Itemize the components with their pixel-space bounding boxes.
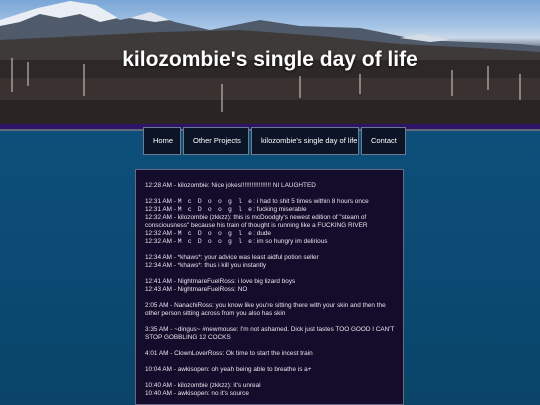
chat-line: 12:32 AM - kilozombie (zkkzz): this is mcDoodgly's newest edition of "steam of consciousness" because his train of thought is running like a FUCKING RIVER	[145, 214, 368, 229]
chat-line: 12:41 AM - NightmareFuelRoss: i love big lizard boys	[145, 278, 296, 285]
chat-line: 10:40 AM - awkisopen: no it's source	[145, 390, 249, 397]
chat-log	[135, 169, 404, 405]
nav-contact[interactable]: Contact	[361, 127, 406, 155]
nav-other-projects[interactable]: Other Projects	[183, 127, 249, 155]
chat-line: 3:35 AM - ~dingus~ #newmouse: I'm not ashamed. Dick just tastes TOO GOOD I CAN'T STOP GOBBLING 12 COCKS	[145, 326, 397, 341]
chat-line: 12:28 AM - kilozombie: Nice jokes!!!!!!!!!!!!!!!!! NI LAUGHTED	[145, 182, 316, 189]
site-title: kilozombie's single day of life	[122, 48, 418, 71]
chat-line: 2:05 AM - NanachiRoss: you know like you're sitting there with your skin and then the other person sitting across from you also has skin	[145, 302, 388, 317]
username-mcdoogle: M c D o o g l e	[177, 206, 254, 213]
chat-line: 12:31 AM - M c D o o g l e: fucking miserable	[145, 206, 307, 213]
username-mcdoogle: M c D o o g l e	[177, 198, 254, 205]
chat-line: 12:31 AM - M c D o o g l e: i had to shit 5 times within 8 hours once	[145, 198, 369, 205]
chat-line: 12:32 AM - M c D o o g l e: im so hungry im delirious	[145, 238, 328, 245]
chat-line: 12:43 AM - NightmareFuelRoss: NO	[145, 286, 248, 293]
chat-line: 12:32 AM - M c D o o g l e: dude	[145, 230, 271, 237]
header-banner	[0, 0, 540, 126]
nav-home[interactable]: Home	[143, 127, 181, 155]
chat-line: 12:34 AM - *khaws*: your advice was least aidful potion seller	[145, 254, 319, 261]
username-mcdoogle: M c D o o g l e	[177, 238, 254, 245]
nav-single-day[interactable]: kilozombie's single day of life	[251, 127, 359, 155]
chat-line: 4:01 AM - ClownLoverRoss: Ok time to start the incest train	[145, 350, 313, 357]
main-nav	[143, 127, 406, 155]
chat-line: 10:04 AM - awkisopen: oh yeah being able to breathe is a+	[145, 366, 312, 373]
chat-line: 12:34 AM - *khaws*: thus i kill you instantly	[145, 262, 267, 269]
chat-line: 10:40 AM - kilozombie (zkkzz): it's unreal	[145, 382, 261, 389]
username-mcdoogle: M c D o o g l e	[177, 230, 254, 237]
